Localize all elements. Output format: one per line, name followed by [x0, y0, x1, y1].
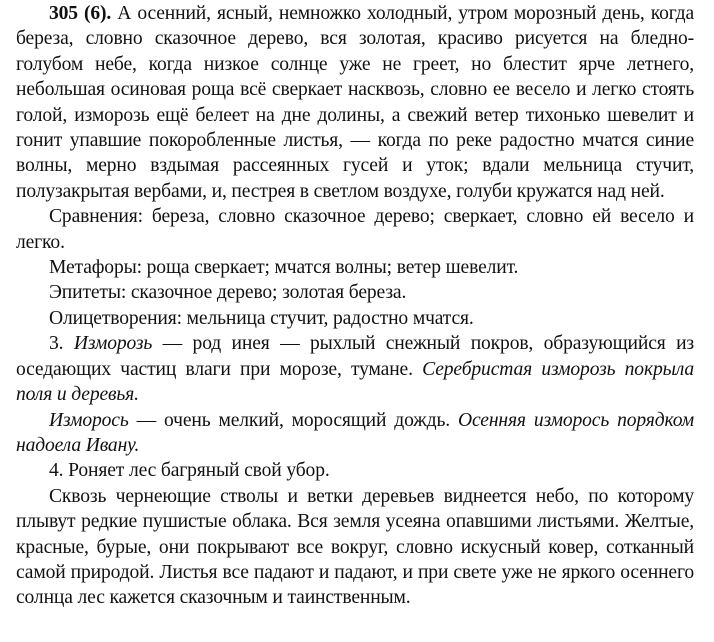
exercise-number: 305 (6).: [49, 3, 112, 24]
task3-izmoroz-paragraph: [16, 331, 694, 407]
task3-izmoros-paragraph: [16, 408, 694, 459]
term-izmoroz: Изморозь: [73, 333, 153, 355]
exercise-text: А осенний, ясный, немножко холодный, утром морозный день, когда береза, словно сказочное дерево, вся золотая, красиво рисуется на бледно-голубом небе, когда низкое солнце уже не греет, но блестит ярче летнего, небольшая осиновая роща всё сверкает насквозь, словно ее весело и легко стоять голой, изморозь ещё белеет на дне долины, а свежий ветер тихонько шевелит и гонит упавшие покоробленные листья, — когда по реке радостно мчатся синие волны, мерно вздымая рассеянных гусей и уток; вдали мельница стучит, полузакрытая вербами, и, пестрея в светлом воздухе, голуби кружатся над ней.: [16, 3, 694, 202]
definition-izmoros: — очень мелкий, моросящий дождь.: [136, 409, 451, 431]
task3-number: 3.: [49, 333, 64, 355]
task4-heading: 4. Роняет лес багряный свой убор.: [49, 460, 330, 482]
definition-izmoroz: — род инея — рыхлый снежный покров, образующийся из оседающих частиц влаги при морозе, тумане.: [16, 333, 695, 380]
example-izmoros: Осенняя изморось порядком надоела Ивану.: [16, 409, 695, 456]
term-izmoros: Изморось: [49, 409, 129, 431]
personifications-line: Олицетворения: мельница стучит, радостно мчатся.: [49, 307, 474, 329]
epithets-line: Эпитеты: сказочное дерево; золотая береза.: [49, 282, 407, 304]
example-izmoroz: Серебристая изморозь покрыла поля и деревья.: [16, 358, 695, 406]
task4-paragraph: Сквозь чернеющие стволы и ветки деревьев виднеется небо, по которому плывут редкие пушистые облака. Вся земля усеяна опавшими листьями. Желтые, красные, бурые, они покрывают все вокруг, словно искусный ковер, сотканный самой природой. Листья все падают и падают, и при свете уже не яркого осеннего солнца лес кажется сказочным и таинственным.: [16, 485, 694, 609]
exercise-paragraph: [16, 1, 694, 204]
metaphors-line: Метафоры: роща сверкает; мчатся волны; ветер шевелит.: [49, 257, 519, 279]
document-page: [16, 1, 694, 611]
comparisons-line: Сравнения: береза, словно сказочное дерево; сверкает, словно ей весело и легко.: [16, 206, 694, 253]
